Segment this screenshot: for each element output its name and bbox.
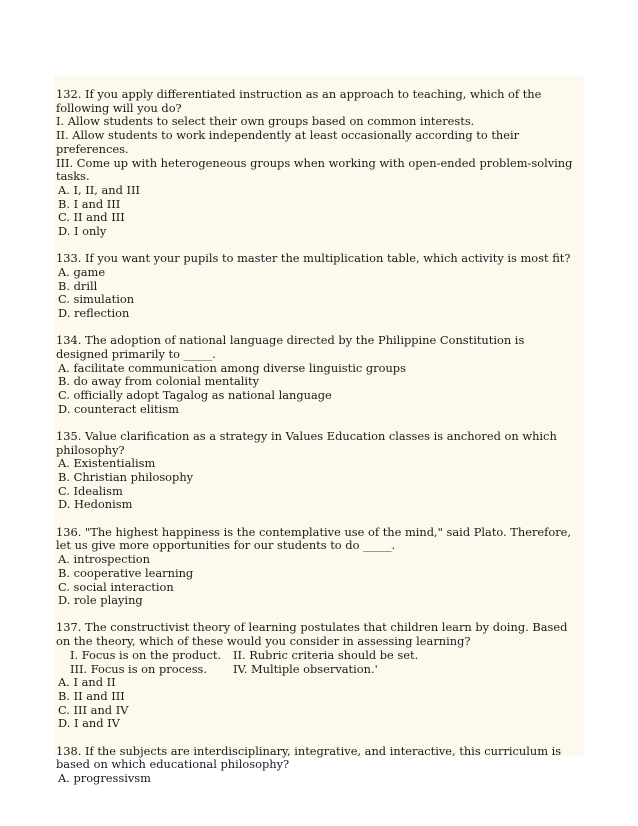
question-133 [56,252,580,321]
option: A. progressivsm [58,770,151,785]
statement-row [56,663,580,677]
option: A. I, II, and III [58,182,140,197]
statement: I. Focus is on the product. [70,647,222,662]
statement: III. Focus is on process. [70,661,208,676]
option: C. II and III [58,210,125,225]
option: C. Idealism [58,483,123,498]
option: D. reflection [58,306,130,321]
option: A. I and II [58,675,116,690]
option: A. facilitate communication among diverse linguistic groups [58,360,406,375]
question-stem: 133. If you want your pupils to master the multiplication table, which activity is most fit? [56,251,571,266]
option: D. I and IV [58,716,120,731]
option: C. simulation [58,292,135,307]
statement: II. Rubric criteria should be set. [233,647,419,662]
statement-row [56,649,580,663]
option: A. game [58,264,106,279]
question-stem: 137. The constructivist theory of learning postulates that children learn by doing. Based on the theory, which of these would you consider in assessing learning? [56,620,568,649]
option: B. drill [58,278,98,293]
option: A. introspection [58,552,150,567]
option: D. counteract elitism [58,401,179,416]
option: D. I only [58,224,107,239]
option: A. Existentialism [58,456,156,471]
option: B. do away from colonial mentality [58,374,260,389]
question-135 [56,430,580,512]
option: B. cooperative learning [58,565,194,580]
question-stem: 135. Value clarification as a strategy in Values Education classes is anchored on which philosophy? [56,428,557,457]
question-stem: 132. If you apply differentiated instruction as an approach to teaching, which of the following will you do? [56,87,542,115]
question-132 [56,88,580,239]
statement: IV. Multiple observation.' [233,661,378,676]
statement: II. Allow students to work independently at least occasionally according to their preferences. [56,128,523,156]
option: C. III and IV [58,702,129,717]
statement: III. Come up with heterogeneous groups when working with open-ended problem-solving tasks. [56,155,577,184]
option: B. Christian philosophy [58,470,194,485]
question-stem: 136. "The highest happiness is the contemplative use of the mind," said Plato. Therefore, let us give more opportunities for our students to do _____. [56,524,572,553]
question-138 [56,745,580,786]
question-136 [56,526,580,608]
option: D. Hedonism [58,497,133,512]
question-137 [56,621,580,731]
option: D. role playing [58,593,143,608]
document-panel [54,76,584,785]
option: B. II and III [58,688,125,703]
option: C. social interaction [58,579,174,594]
option: C. officially adopt Tagalog as national language [58,388,332,403]
statement: I. Allow students to select their own groups based on common interests. [56,114,475,129]
option: B. I and III [58,196,121,211]
question-list [54,76,584,786]
question-stem: 138. If the subjects are interdisciplinary, integrative, and interactive, this curriculum is based on which educational philosophy? [56,743,562,772]
question-stem: 134. The adoption of national language directed by the Philippine Constitution is designed primarily to _____. [56,333,525,361]
question-134 [56,334,580,416]
